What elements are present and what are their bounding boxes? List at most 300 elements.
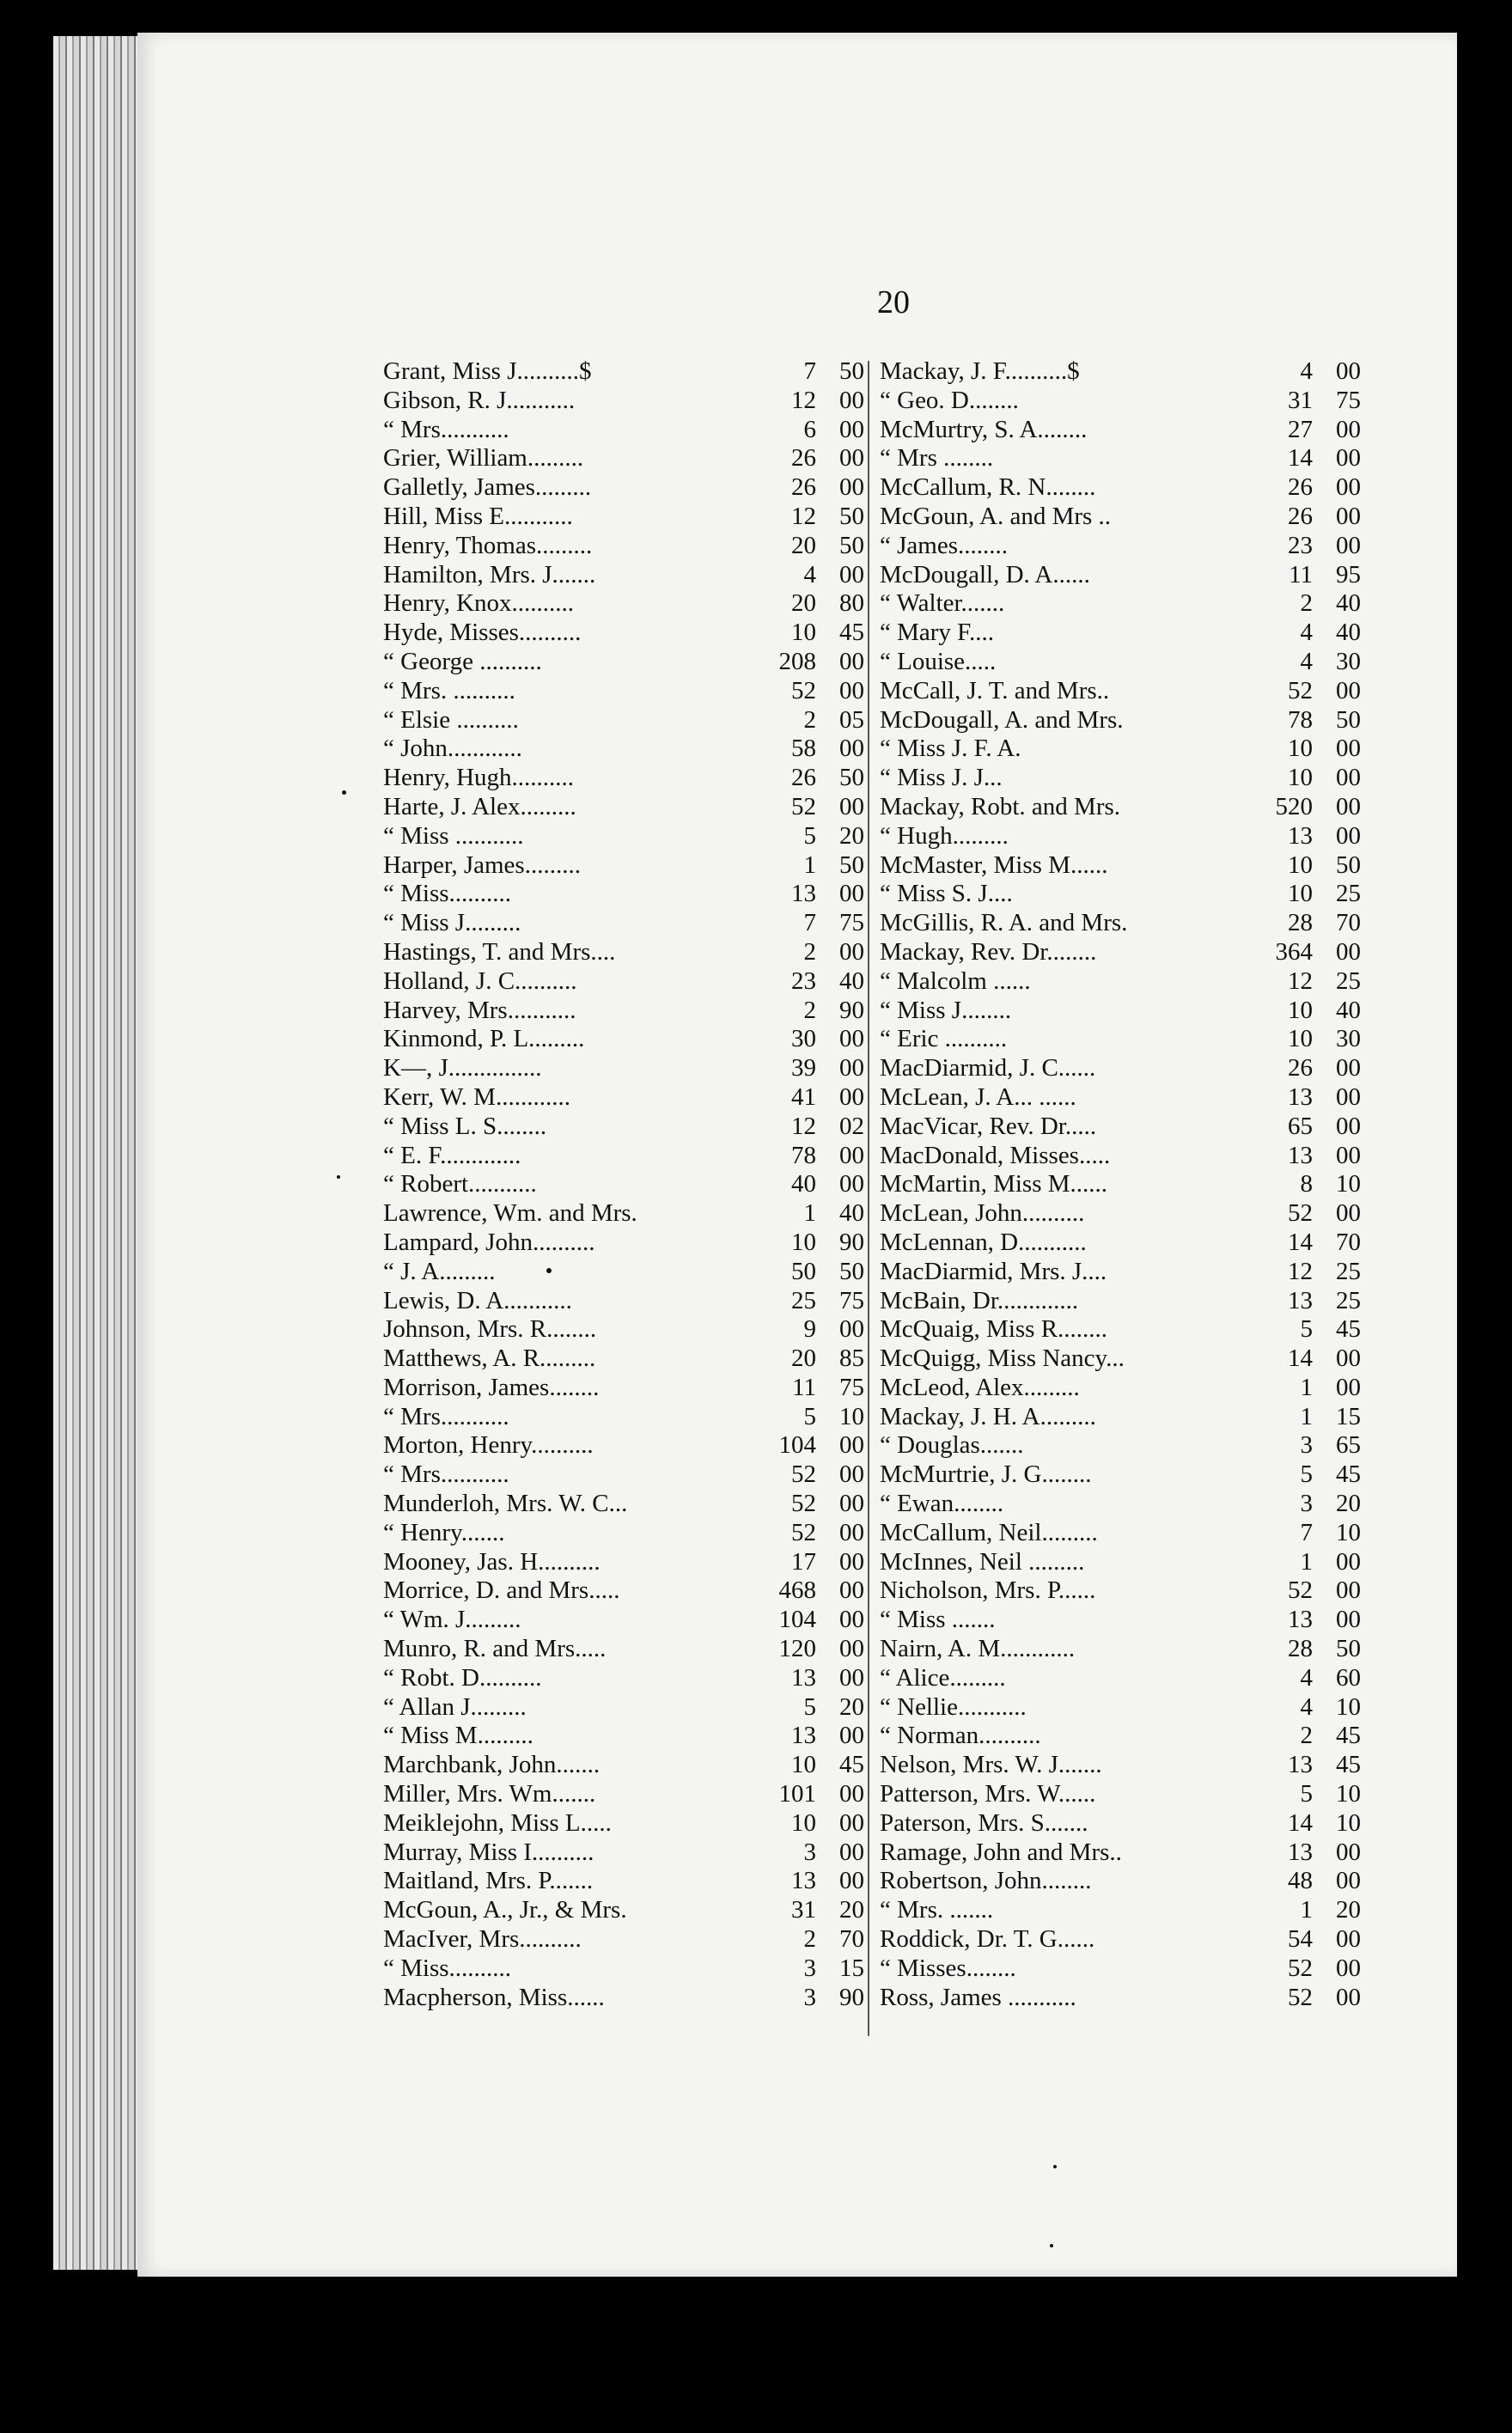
amount-dollars: 10 <box>791 1808 816 1837</box>
list-item <box>383 1345 864 1374</box>
amount-dollars: 10 <box>791 619 816 647</box>
amount-dollars: 5 <box>803 1692 816 1721</box>
list-item <box>880 1229 1361 1258</box>
list-item <box>383 880 864 909</box>
amount-cents: 00 <box>1336 415 1361 443</box>
amount-cents: 70 <box>839 1925 864 1954</box>
amount <box>735 1780 864 1809</box>
amount-cents: 00 <box>1336 1838 1361 1866</box>
amount-dollars: 13 <box>1288 1141 1313 1169</box>
ink-speck <box>342 790 346 795</box>
amount <box>735 648 864 677</box>
amount-dollars: 1 <box>1300 1373 1313 1401</box>
amount-dollars: 13 <box>1288 1082 1313 1111</box>
amount-dollars: 28 <box>1288 1635 1313 1663</box>
amount-cents: 70 <box>1336 1228 1361 1256</box>
amount-dollars: 5 <box>1300 1315 1313 1344</box>
list-item <box>383 1403 864 1432</box>
subscriber-name: “ Mrs........... <box>383 1402 509 1430</box>
amount-dollars: 13 <box>1288 1606 1313 1634</box>
amount-dollars: 9 <box>803 1315 816 1344</box>
subscriber-name: “ Douglas....... <box>880 1431 1024 1460</box>
amount-cents: 75 <box>839 1286 864 1314</box>
amount-cents: 00 <box>839 1518 864 1546</box>
subscriber-name: “ Miss.......... <box>383 1954 512 1982</box>
amount-cents: 85 <box>839 1345 864 1373</box>
list-item <box>383 1315 864 1345</box>
amount <box>1232 1460 1361 1490</box>
amount <box>1232 880 1361 909</box>
amount-cents: 20 <box>1336 1490 1361 1518</box>
subscriber-name: McCall, J. T. and Mrs.. <box>880 676 1110 704</box>
subscriber-name: “ James........ <box>880 531 1008 559</box>
list-item <box>880 822 1361 851</box>
amount-dollars: 12 <box>791 502 816 530</box>
amount-cents: 00 <box>839 937 864 966</box>
amount <box>1232 1606 1361 1635</box>
amount-cents: 25 <box>1336 1257 1361 1285</box>
list-item <box>383 938 864 967</box>
amount-cents: 50 <box>839 531 864 559</box>
list-item <box>880 967 1361 997</box>
amount-dollars: 31 <box>791 1896 816 1924</box>
amount-cents: 00 <box>839 1431 864 1460</box>
ink-speck <box>337 1175 340 1179</box>
subscriber-name: “ Henry....... <box>383 1518 505 1546</box>
amount-dollars: 364 <box>1275 937 1313 966</box>
amount-cents: 00 <box>1336 1199 1361 1228</box>
subscriber-name: “ Mary F.... <box>880 619 994 647</box>
subscriber-name: Munderloh, Mrs. W. C... <box>383 1490 628 1518</box>
amount-dollars: 2 <box>803 996 816 1024</box>
subscriber-name: McLean, John.......... <box>880 1199 1085 1228</box>
amount-dollars: 12 <box>791 386 816 414</box>
amount <box>735 1287 864 1316</box>
list-item <box>880 997 1361 1026</box>
subscriber-name: McMurtry, S. A........ <box>880 415 1088 443</box>
subscriber-name: “ Allan J......... <box>383 1692 527 1721</box>
list-item <box>880 1925 1361 1954</box>
list-item <box>383 444 864 473</box>
list-item <box>383 1287 864 1316</box>
amount-cents: 00 <box>839 647 864 675</box>
amount <box>735 997 864 1026</box>
amount-dollars: 1 <box>803 851 816 879</box>
amount <box>735 1548 864 1577</box>
amount-cents: 00 <box>839 676 864 704</box>
list-item <box>383 1025 864 1054</box>
amount <box>1232 1635 1361 1664</box>
subscriber-name: “ Miss M......... <box>383 1722 533 1750</box>
amount-dollars: 52 <box>791 676 816 704</box>
subscriber-name: Harte, J. Alex......... <box>383 792 576 820</box>
amount-dollars: 2 <box>803 705 816 734</box>
amount <box>1232 1984 1361 2013</box>
subscriber-name: “ Mrs. ....... <box>880 1896 994 1924</box>
amount-dollars: 13 <box>791 880 816 908</box>
amount <box>735 1896 864 1925</box>
amount-dollars: 30 <box>791 1025 816 1053</box>
amount-cents: 00 <box>839 1170 864 1198</box>
amount <box>735 1460 864 1490</box>
list-item <box>383 851 864 881</box>
amount <box>1232 619 1361 648</box>
list-item <box>880 1374 1361 1403</box>
subscriber-name: “ Mrs........... <box>383 415 509 443</box>
list-item <box>383 1896 864 1925</box>
amount-dollars: 14 <box>1288 444 1313 473</box>
amount-cents: 00 <box>839 1635 864 1663</box>
subscriber-name: “ J. A......... <box>383 1257 496 1285</box>
amount-dollars: 7 <box>803 357 816 385</box>
list-item <box>383 1984 864 2013</box>
amount <box>1232 1083 1361 1113</box>
list-item <box>383 416 864 445</box>
subscriber-name: MacDiarmid, J. C...... <box>880 1054 1096 1082</box>
subscriber-name: Paterson, Mrs. S....... <box>880 1808 1088 1837</box>
amount-dollars: 7 <box>1300 1518 1313 1546</box>
amount <box>1232 706 1361 735</box>
amount-dollars: 4 <box>1300 357 1313 385</box>
subscriber-name: “ Robert........... <box>383 1170 537 1198</box>
amount <box>735 1403 864 1432</box>
amount-cents: 45 <box>839 1751 864 1779</box>
list-item <box>383 1867 864 1896</box>
amount-dollars: 4 <box>1300 1663 1313 1692</box>
subscriber-name: Grant, Miss J..........$ <box>383 357 592 385</box>
amount <box>735 967 864 997</box>
subscriber-name: MacVicar, Rev. Dr..... <box>880 1112 1097 1140</box>
amount-dollars: 10 <box>1288 735 1313 763</box>
subscriber-name: “ Miss ........... <box>383 821 524 850</box>
amount-dollars: 13 <box>791 1722 816 1750</box>
amount-dollars: 3 <box>1300 1490 1313 1518</box>
amount <box>1232 1954 1361 1984</box>
list-item <box>880 532 1361 561</box>
list-item <box>880 1287 1361 1316</box>
subscriber-name: “ Miss J. J... <box>880 764 1003 792</box>
amount-cents: 00 <box>1336 1606 1361 1634</box>
subscriber-name: “ Mrs........... <box>383 1460 509 1489</box>
amount <box>1232 793 1361 822</box>
subscriber-name: Henry, Knox.......... <box>383 589 575 618</box>
amount-cents: 15 <box>1336 1402 1361 1430</box>
ink-speck <box>1050 2244 1053 2247</box>
amount-cents: 40 <box>839 966 864 995</box>
list-item <box>880 648 1361 677</box>
list-item <box>880 677 1361 706</box>
list-item <box>383 1722 864 1751</box>
amount-cents: 00 <box>839 1054 864 1082</box>
subscriber-name: McInnes, Neil ......... <box>880 1547 1085 1576</box>
amount-cents: 00 <box>839 560 864 588</box>
amount <box>735 473 864 503</box>
amount <box>735 1722 864 1751</box>
amount <box>1232 677 1361 706</box>
amount-dollars: 11 <box>792 1373 816 1401</box>
amount <box>735 503 864 532</box>
amount-cents: 40 <box>1336 996 1361 1024</box>
amount-dollars: 12 <box>1288 966 1313 995</box>
list-item <box>880 357 1361 387</box>
amount <box>735 793 864 822</box>
amount <box>1232 1896 1361 1925</box>
subscriber-name: “ Louise..... <box>880 647 997 675</box>
subscriber-name: “ Eric .......... <box>880 1025 1008 1053</box>
subscriber-name: McLean, J. A... ...... <box>880 1082 1076 1111</box>
amount <box>1232 1025 1361 1054</box>
amount <box>1232 1170 1361 1199</box>
list-item <box>880 1315 1361 1345</box>
amount <box>735 1519 864 1548</box>
subscriber-name: McBain, Dr............. <box>880 1286 1079 1314</box>
amount-dollars: 10 <box>1288 851 1313 879</box>
amount-dollars: 13 <box>791 1663 816 1692</box>
amount-dollars: 104 <box>778 1606 816 1634</box>
amount-cents: 00 <box>839 1780 864 1808</box>
amount-cents: 10 <box>1336 1692 1361 1721</box>
list-item <box>880 416 1361 445</box>
amount <box>735 1751 864 1780</box>
amount-cents: 75 <box>1336 386 1361 414</box>
amount <box>735 1374 864 1403</box>
amount-cents: 00 <box>1336 676 1361 704</box>
list-item <box>880 473 1361 503</box>
amount-dollars: 26 <box>1288 502 1313 530</box>
list-item <box>383 1113 864 1142</box>
list-item <box>383 1142 864 1171</box>
list-item <box>383 1780 864 1809</box>
subscriber-name: Lewis, D. A........... <box>383 1286 572 1314</box>
amount-cents: 45 <box>839 619 864 647</box>
amount-cents: 20 <box>839 1692 864 1721</box>
amount <box>1232 444 1361 473</box>
list-item <box>880 1113 1361 1142</box>
list-item <box>880 1664 1361 1693</box>
amount <box>735 416 864 445</box>
amount-dollars: 5 <box>1300 1460 1313 1489</box>
amount-cents: 00 <box>839 1025 864 1053</box>
amount-cents: 00 <box>1336 1054 1361 1082</box>
amount <box>1232 1054 1361 1083</box>
amount <box>1232 1780 1361 1809</box>
amount-dollars: 13 <box>1288 1838 1313 1866</box>
amount-cents: 00 <box>1336 473 1361 502</box>
list-item <box>383 1229 864 1258</box>
subscriber-name: Robertson, John........ <box>880 1867 1092 1895</box>
amount-cents: 20 <box>1336 1896 1361 1924</box>
amount-dollars: 4 <box>1300 1692 1313 1721</box>
list-item <box>880 1576 1361 1606</box>
ink-speck <box>1053 2165 1057 2168</box>
subscriber-name: “ Miss.......... <box>383 880 512 908</box>
amount-dollars: 208 <box>778 647 816 675</box>
list-item <box>383 503 864 532</box>
amount-dollars: 26 <box>791 764 816 792</box>
amount-cents: 75 <box>839 1373 864 1401</box>
amount-dollars: 10 <box>1288 996 1313 1024</box>
amount-cents: 00 <box>839 415 864 443</box>
amount <box>735 1431 864 1460</box>
amount <box>1232 997 1361 1026</box>
list-item <box>383 1490 864 1519</box>
subscriber-name: Nelson, Mrs. W. J....... <box>880 1751 1102 1779</box>
list-item <box>383 1838 864 1868</box>
amount-dollars: 25 <box>791 1286 816 1314</box>
amount-dollars: 4 <box>803 560 816 588</box>
amount <box>1232 938 1361 967</box>
amount-cents: 25 <box>1336 880 1361 908</box>
amount <box>735 1984 864 2013</box>
subscriber-name: “ Miss J........ <box>880 996 1012 1024</box>
amount-dollars: 3 <box>803 1954 816 1982</box>
amount <box>735 1170 864 1199</box>
amount-dollars: 13 <box>1288 1286 1313 1314</box>
list-item <box>880 1867 1361 1896</box>
subscriber-name: Mooney, Jas. H.......... <box>383 1547 601 1576</box>
subscriber-name: Nicholson, Mrs. P...... <box>880 1576 1096 1605</box>
list-item <box>880 1490 1361 1519</box>
list-item <box>880 1170 1361 1199</box>
amount-dollars: 5 <box>1300 1780 1313 1808</box>
amount-cents: 50 <box>839 764 864 792</box>
amount <box>735 1867 864 1896</box>
amount-cents: 00 <box>839 386 864 414</box>
amount <box>1232 387 1361 416</box>
list-item <box>880 619 1361 648</box>
amount-dollars: 14 <box>1288 1345 1313 1373</box>
subscriber-name: Lampard, John.......... <box>383 1228 595 1256</box>
amount-cents: 95 <box>1336 560 1361 588</box>
amount-dollars: 31 <box>1288 386 1313 414</box>
list-item <box>383 822 864 851</box>
amount <box>1232 1287 1361 1316</box>
amount-dollars: 7 <box>803 909 816 937</box>
amount-dollars: 3 <box>1300 1431 1313 1460</box>
amount <box>735 1345 864 1374</box>
list-item <box>880 1548 1361 1577</box>
subscriber-name: “ John............ <box>383 735 522 763</box>
subscriber-name: “ Geo. D........ <box>880 386 1019 414</box>
list-item <box>880 387 1361 416</box>
subscriber-name: Ross, James ........... <box>880 1983 1076 2011</box>
subscriber-name: McQuigg, Miss Nancy... <box>880 1345 1125 1373</box>
subscriber-name: “ Miss ....... <box>880 1606 996 1634</box>
amount <box>735 357 864 387</box>
amount <box>1232 561 1361 590</box>
amount <box>1232 1576 1361 1606</box>
amount <box>735 706 864 735</box>
subscriber-name: Gibson, R. J........... <box>383 386 576 414</box>
amount-cents: 00 <box>1336 1373 1361 1401</box>
list-item <box>880 1083 1361 1113</box>
amount-cents: 90 <box>839 1228 864 1256</box>
list-item <box>383 997 864 1026</box>
amount-dollars: 10 <box>791 1228 816 1256</box>
amount-cents: 00 <box>1336 1082 1361 1111</box>
list-item <box>383 1170 864 1199</box>
list-item <box>383 909 864 938</box>
list-item <box>880 764 1361 793</box>
amount <box>1232 1722 1361 1751</box>
list-item <box>383 589 864 619</box>
amount-cents: 00 <box>839 473 864 502</box>
amount-dollars: 1 <box>1300 1402 1313 1430</box>
amount-dollars: 26 <box>1288 473 1313 502</box>
amount-dollars: 8 <box>1300 1170 1313 1198</box>
subscriber-name: Marchbank, John....... <box>383 1751 601 1779</box>
subscriber-name: Nairn, A. M............ <box>880 1635 1076 1663</box>
list-item <box>383 1693 864 1723</box>
amount-cents: 00 <box>1336 1925 1361 1954</box>
subscriber-name: McQuaig, Miss R........ <box>880 1315 1108 1344</box>
amount <box>1232 648 1361 677</box>
amount-cents: 00 <box>839 1082 864 1111</box>
amount <box>735 677 864 706</box>
subscriber-name: McMurtrie, J. G........ <box>880 1460 1092 1489</box>
amount-cents: 60 <box>1336 1663 1361 1692</box>
subscriber-name: Lawrence, Wm. and Mrs. <box>383 1199 637 1228</box>
amount <box>1232 1693 1361 1723</box>
subscriber-name: Henry, Thomas......... <box>383 531 593 559</box>
amount-dollars: 10 <box>791 1751 816 1779</box>
subscriber-name: Galletly, James......... <box>383 473 592 502</box>
amount-dollars: 17 <box>791 1547 816 1576</box>
amount <box>735 1809 864 1838</box>
subscriber-name: “ Robt. D.......... <box>383 1663 542 1692</box>
amount-cents: 00 <box>839 1606 864 1634</box>
list-item <box>880 1025 1361 1054</box>
amount <box>735 619 864 648</box>
amount-cents: 00 <box>839 1315 864 1344</box>
amount-cents: 50 <box>839 357 864 385</box>
amount-dollars: 40 <box>791 1170 816 1198</box>
amount-cents: 50 <box>1336 705 1361 734</box>
list-item <box>880 909 1361 938</box>
list-item <box>383 387 864 416</box>
list-item <box>880 1809 1361 1838</box>
amount-dollars: 2 <box>1300 589 1313 618</box>
amount-dollars: 20 <box>791 589 816 618</box>
amount <box>735 1925 864 1954</box>
subscriber-name: Holland, J. C.......... <box>383 966 577 995</box>
amount-dollars: 52 <box>791 792 816 820</box>
subscriber-name: Kinmond, P. L......... <box>383 1025 585 1053</box>
amount <box>1232 735 1361 764</box>
subscriber-name: “ Miss J......... <box>383 909 521 937</box>
amount-dollars: 23 <box>791 966 816 995</box>
amount <box>1232 1258 1361 1287</box>
amount-dollars: 1 <box>803 1199 816 1228</box>
list-item <box>383 706 864 735</box>
amount-dollars: 10 <box>1288 880 1313 908</box>
amount-cents: 00 <box>839 1808 864 1837</box>
subscriber-name: “ Miss L. S........ <box>383 1112 547 1140</box>
amount <box>735 1199 864 1229</box>
amount-cents: 10 <box>1336 1780 1361 1808</box>
amount-dollars: 3 <box>803 1983 816 2011</box>
amount <box>1232 851 1361 881</box>
list-item <box>880 735 1361 764</box>
subscriber-name: Johnson, Mrs. R........ <box>383 1315 597 1344</box>
amount-dollars: 10 <box>1288 1025 1313 1053</box>
subscriber-name: Mackay, J. F..........$ <box>880 357 1080 385</box>
amount <box>1232 1142 1361 1171</box>
list-item <box>383 1954 864 1984</box>
amount-dollars: 101 <box>778 1780 816 1808</box>
subscriber-name: “ Misses........ <box>880 1954 1016 1982</box>
amount-dollars: 78 <box>1288 705 1313 734</box>
